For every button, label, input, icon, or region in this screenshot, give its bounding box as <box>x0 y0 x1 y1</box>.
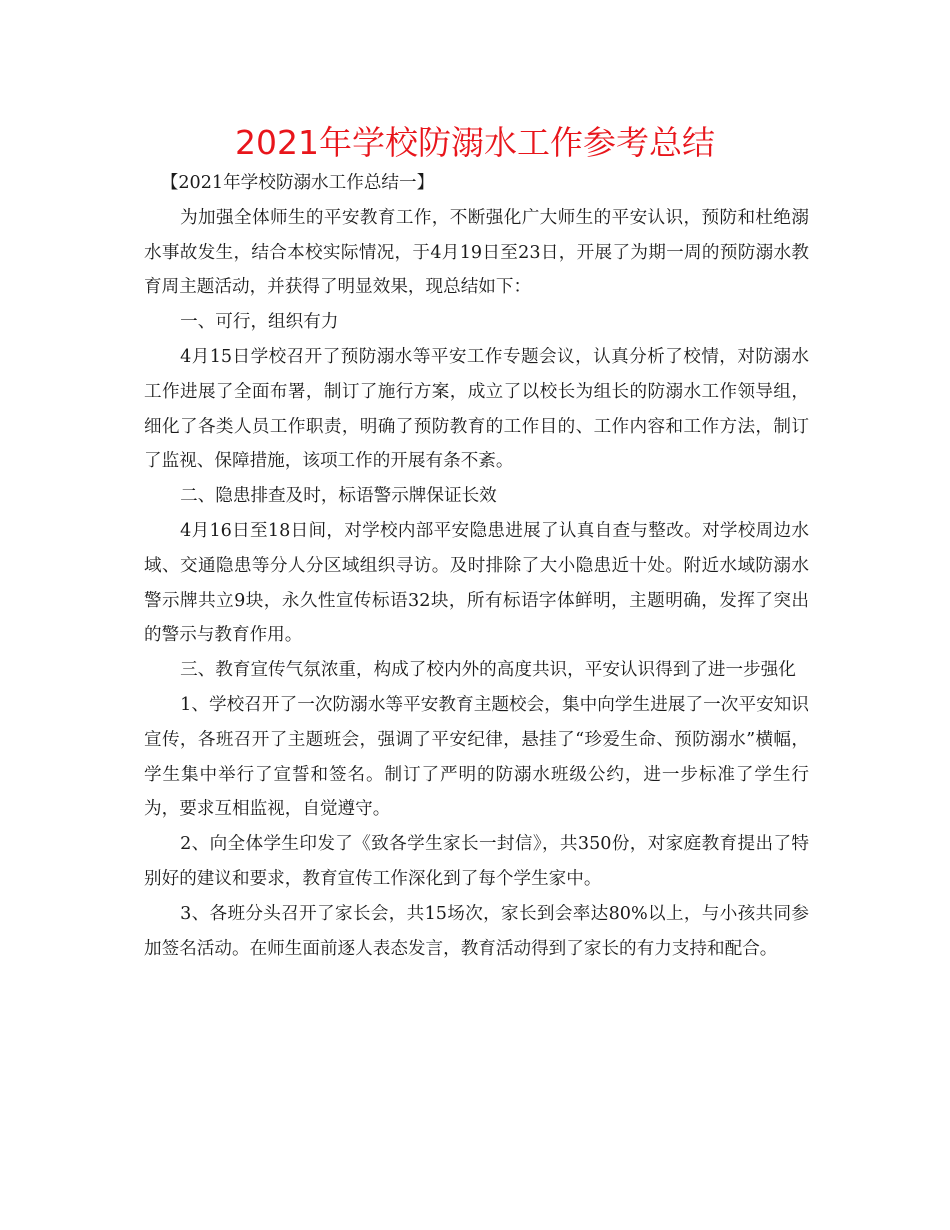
paragraph: 1、学校召开了一次防溺水等平安教育主题校会，集中向学生进展了一次平安知识宣传，各班召开了主题班会，强调了平安纪律，悬挂了“珍爱生命、预防溺水”横幅，学生集中举行了宣誓和签名。制订了严明的防溺水班级公约，进一步标准了学生行为，要求互相监视，自觉遵守。 <box>144 694 809 820</box>
paragraph: 三、教育宣传气氛浓重，构成了校内外的高度共识，平安认识得到了进一步强化 <box>180 660 796 681</box>
document-body <box>144 166 809 966</box>
section-heading: 【2021年学校防溺水工作总结一】 <box>160 173 435 193</box>
paragraph: 3、各班分头召开了家长会，共15场次，家长到会率达80%以上，与小孩共同参加签名活动。在师生面前逐人表态发言，教育活动得到了家长的有力支持和配合。 <box>144 903 809 959</box>
paragraph: 4月15日学校召开了预防溺水等平安工作专题会议，认真分析了校情，对防溺水工作进展了全面布署，制订了施行方案，成立了以校长为组长的防溺水工作领导组，细化了各类人员工作职责，明确了预防教育的工作目的、工作内容和工作方法，制订了监视、保障措施，该项工作的开展有条不紊。 <box>144 346 809 472</box>
paragraph: 2、向全体学生印发了《致各学生家长一封信》，共350份，对家庭教育提出了特别好的建议和要求，教育宣传工作深化到了每个学生家中。 <box>144 834 809 889</box>
document-title: 2021年学校防溺水工作参考总结 <box>235 123 715 162</box>
paragraph: 为加强全体师生的平安教育工作，不断强化广大师生的平安认识，预防和杜绝溺水事故发生，结合本校实际情况，于4月19日至23日，开展了为期一周的预防溺水教育周主题活动，并获得了明显效果，现总结如下： <box>144 207 809 298</box>
paragraph: 一、可行，组织有力 <box>180 312 339 333</box>
paragraph: 4月16日至18日间，对学校内部平安隐患进展了认真自查与整改。对学校周边水域、交通隐患等分人分区域组织寻访。及时排除了大小隐患近十处。附近水域防溺水警示牌共立9块，永久性宣传标语32块，所有标语字体鲜明，主题明确，发挥了突出的警示与教育作用。 <box>144 520 809 646</box>
paragraph: 二、隐患排查及时，标语警示牌保证长效 <box>180 486 497 507</box>
